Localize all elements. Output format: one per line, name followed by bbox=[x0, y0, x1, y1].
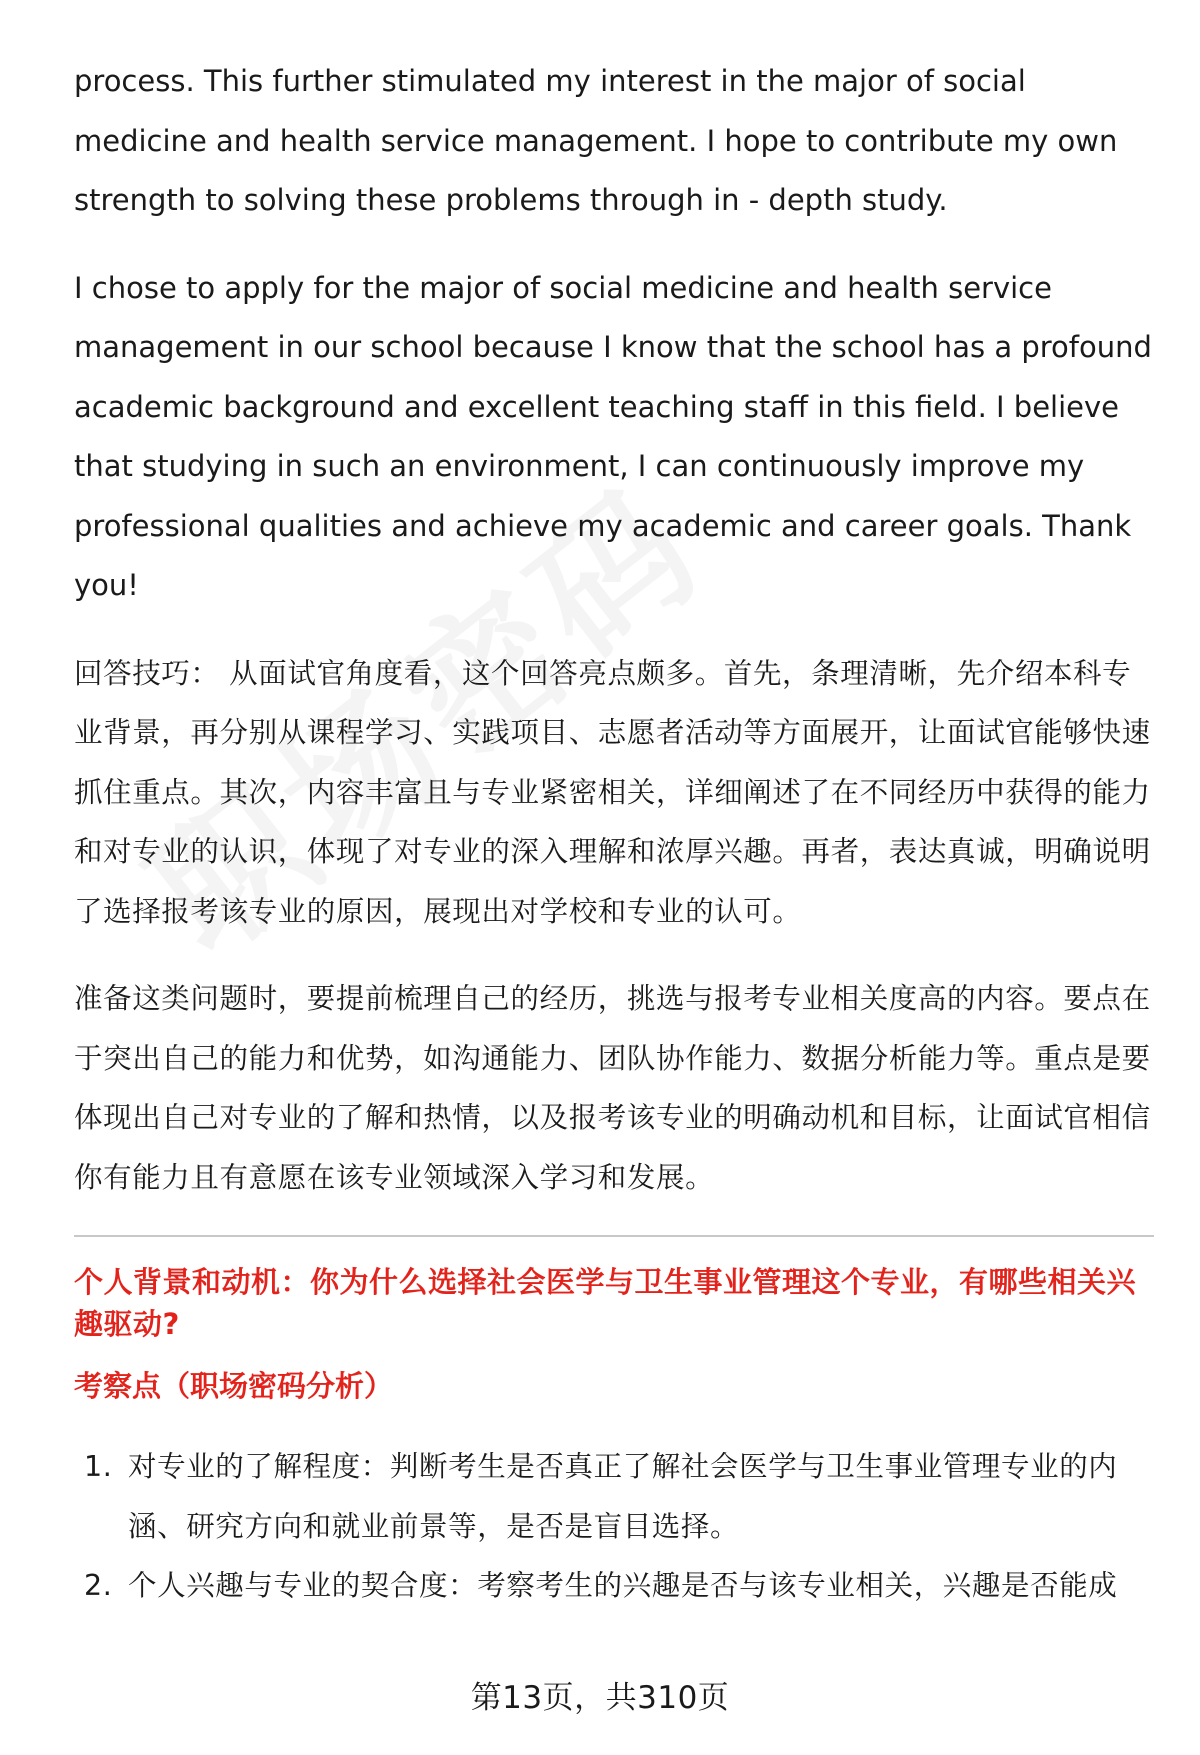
assessment-points-list bbox=[74, 1437, 1154, 1616]
page-number: 第13页，共310页 bbox=[470, 1680, 730, 1716]
question-title: 个人背景和动机：你为什么选择社会医学与卫生事业管理这个专业，有哪些相关兴趣驱动? bbox=[74, 1265, 1137, 1341]
section-divider bbox=[74, 1235, 1154, 1237]
list-item-text: 个人兴趣与专业的契合度：考察考生的兴趣是否与该专业相关，兴趣是否能成 bbox=[128, 1569, 1118, 1602]
answer-paragraph-1: process. This further stimulated my interest in the major of social medicine and health service management. I hope to contribute my own strength to solving these problems through in - depth study. bbox=[74, 64, 1118, 217]
tips-paragraph-1: 回答技巧： 从面试官角度看，这个回答亮点颇多。首先，条理清晰，先介绍本科专业背景，再分别从课程学习、实践项目、志愿者活动等方面展开，让面试官能够快速抓住重点。其次，内容丰富且与专业紧密相关，详细阐述了在不同经历中获得的能力和对专业的认识，体现了对专业的深入理解和浓厚兴趣。再者，表达真诚，明确说明了选择报考该专业的原因，展现出对学校和专业的认可。 bbox=[74, 656, 1151, 928]
list-item-number: 1. bbox=[84, 1450, 113, 1483]
answer-paragraph-2: I chose to apply for the major of social medicine and health service management in our school because I know that the school has a profound academic background and excellent teaching staff in this field. I believe that studying in such an environment, I can continuously improve my professional qualities and achieve my academic and career goals. Thank you! bbox=[74, 270, 1152, 602]
list-item bbox=[74, 1437, 1154, 1556]
list-item bbox=[74, 1556, 1154, 1616]
page-content bbox=[74, 52, 1154, 1616]
list-item-text: 对专业的了解程度：判断考生是否真正了解社会医学与卫生事业管理专业的内涵、研究方向和就业前景等，是否是盲目选择。 bbox=[128, 1450, 1118, 1543]
list-item-number: 2. bbox=[84, 1569, 113, 1602]
assessment-points-heading: 考察点（职场密码分析） bbox=[74, 1369, 394, 1403]
tips-paragraph-2: 准备这类问题时，要提前梳理自己的经历，挑选与报考专业相关度高的内容。要点在于突出自己的能力和优势，如沟通能力、团队协作能力、数据分析能力等。重点是要体现出自己对专业的了解和热情，以及报考该专业的明确动机和目标，让面试官相信你有能力且有意愿在该专业领域深入学习和发展。 bbox=[74, 982, 1151, 1194]
